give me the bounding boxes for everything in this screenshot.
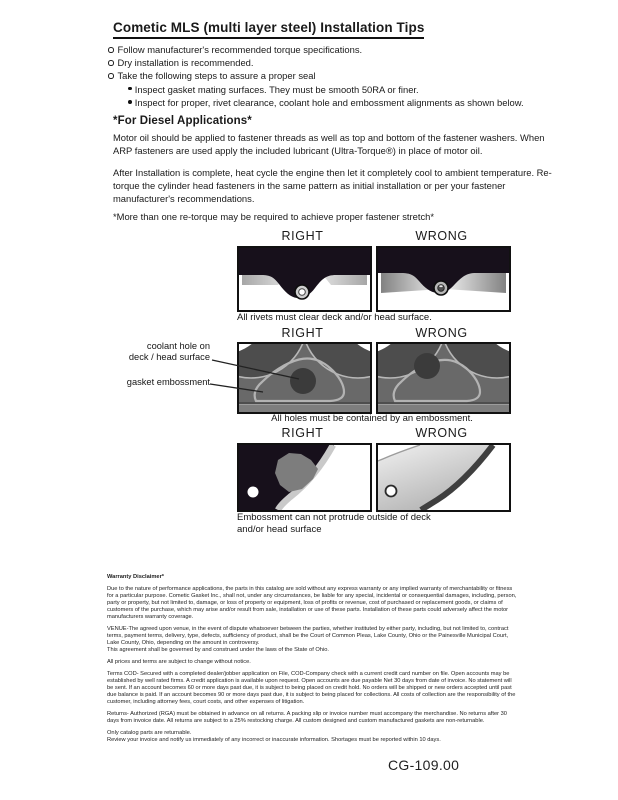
bullet-item: [108, 56, 558, 69]
governing-law-line: This agreement shall be governed by and construed under the laws of the State of Ohio.: [107, 647, 329, 653]
diagram-row1-wrong-panel: [376, 246, 511, 312]
open-circle-bullet-icon: [108, 60, 114, 66]
protrusion-wrong-illustration: [378, 445, 509, 510]
protrusion-right-illustration: [239, 445, 370, 510]
row1-caption: All rivets must clear deck and/or head surface.: [237, 312, 432, 323]
prices-terms-line: All prices and terms are subject to change without notice.: [107, 659, 251, 665]
tips-bullet-list: [108, 43, 558, 109]
open-circle-bullet-icon: [108, 73, 114, 79]
row1-wrong-label: WRONG: [415, 229, 468, 243]
row1-right-label: RIGHT: [281, 229, 324, 243]
row3-right-label: RIGHT: [281, 426, 324, 440]
invoice-review-line: Review your invoice and notify us immediately of any incorrect or inaccurate information. Shortages must be reported within 10 days.: [107, 737, 441, 743]
embossment-wrong-illustration: [378, 344, 509, 412]
bullet-item: [108, 69, 558, 82]
rivet-clearance-right-illustration: [239, 248, 370, 310]
terms-cod-paragraph: Terms COD- Secured with a completed dealer/jobber application on File, COD-Company check with a current credit card number on file. Open accounts may be established by well rated firms. A credit application is available upon request. Open accounts are due payable Net 30 days from date of invoice. No statement will be sent. If an account becomes 60 or more days past due, it is subject to being placed on credit hold. No orders will be shipped or new orders accepted until past due balance is paid. If an account becomes 90 or more days past due, it is subject to being placed for collections. All costs of collection are the responsibility of the customer, including attorney fees, court costs, and other expenses of litigation.: [107, 671, 516, 705]
venue-paragraph: VENUE-The agreed upon venue, in the event of dispute whatsoever between the parties, whether instituted by either party, including, but not limited to, contract terms, payment terms, delivery, type, defects, sufficiency of product, shall be the Court of Common Pleas, Lake County, Ohio or the Painesville Municipal Court, Lake County, Ohio, depending on the amount in controversy.: [107, 626, 509, 646]
rivet-clearance-wrong-illustration: [378, 248, 509, 310]
filled-dot-bullet-icon: [128, 87, 132, 91]
row2-wrong-label: WRONG: [415, 326, 468, 340]
bullet-text: Dry installation is recommended.: [117, 57, 254, 69]
diagram-row3-wrong-panel: [376, 443, 511, 512]
sub-bullet-item: [108, 96, 558, 109]
bullet-text: Follow manufacturer's recommended torque specifications.: [117, 44, 363, 55]
retorque-note: *More than one re-torque may be required to achieve proper fastener stretch*: [113, 211, 435, 222]
diagram-row3-right-panel: [237, 443, 372, 512]
legal-section: [107, 574, 517, 744]
filled-dot-bullet-icon: [128, 100, 132, 104]
diesel-paragraph-2: After Installation is complete, heat cycle the engine then let it completely cool to ambient temperature. Re-torque the cylinder head fasteners in the same pattern as initial installation or per your fastener manufacturer's recommendations.: [113, 167, 552, 204]
row2-caption: All holes must be contained by an embossment.: [271, 413, 473, 424]
warranty-paragraph: Due to the nature of performance applications, the parts in this catalog are sold without any express warranty or any implied warranty of merchantability or fitness for a particular purpose. Cometic Gasket Inc., shall not, under any circumstances, be liable for any special, incidental or consequential damages, including, person, party or property, but not limited to, damage, or loss of property or equipment, loss of profits or revenue, cost of purchased or replacement goods, or claims of customers of the purchase, which may arise and/or result from sale, installation or use of these parts. Installation of these parts could adversely affect the motor manufacturers warranty coverage.: [107, 586, 517, 620]
page-code: CG-109.00: [388, 757, 460, 773]
coolant-hole-callout: coolant hole on deck / head surface: [128, 341, 210, 362]
open-circle-bullet-icon: [108, 47, 114, 53]
diesel-paragraph-1: Motor oil should be applied to fastener threads as well as top and bottom of the fastener washers. When ARP fasteners are used apply the included lubricant (Ultra-Torque®) in place of motor oil.: [113, 132, 545, 156]
bullet-text: Inspect for proper, rivet clearance, coolant hole and embossment alignments as shown below.: [134, 96, 524, 108]
embossment-right-illustration: [239, 344, 370, 412]
gasket-embossment-callout: gasket embossment: [126, 377, 210, 387]
bullet-text: Take the following steps to assure a proper seal: [117, 70, 316, 82]
row3-caption: Embossment can not protrude outside of deck and/or head surface: [237, 512, 431, 535]
bullet-text: Inspect gasket mating surfaces. They must be smooth 50RA or finer.: [134, 83, 419, 95]
diagram-row1-right-panel: [237, 246, 372, 312]
catalog-parts-line: Only catalog parts are returnable.: [107, 730, 192, 736]
diesel-section-heading: *For Diesel Applications*: [113, 115, 252, 127]
row2-right-label: RIGHT: [281, 326, 324, 340]
page-title: Cometic MLS (multi layer steel) Installation Tips: [113, 20, 424, 39]
bullet-item: [108, 43, 558, 56]
row3-wrong-label: WRONG: [415, 426, 468, 440]
sub-bullet-item: [108, 83, 558, 96]
warranty-disclaimer-heading: Warranty Disclaimer*: [107, 574, 165, 580]
diagram-row2-wrong-panel: [376, 342, 511, 414]
returns-paragraph: Returns- Authorized (RGA) must be obtained in advance on all returns. A packing slip or invoice number must accompany the merchandise. No returns after 30 days from invoice date. All returns are subject to a 25% restocking charge. All custom designed and custom manufactured gaskets are non-returnable.: [107, 711, 507, 724]
diagram-row2-right-panel: [237, 342, 372, 414]
